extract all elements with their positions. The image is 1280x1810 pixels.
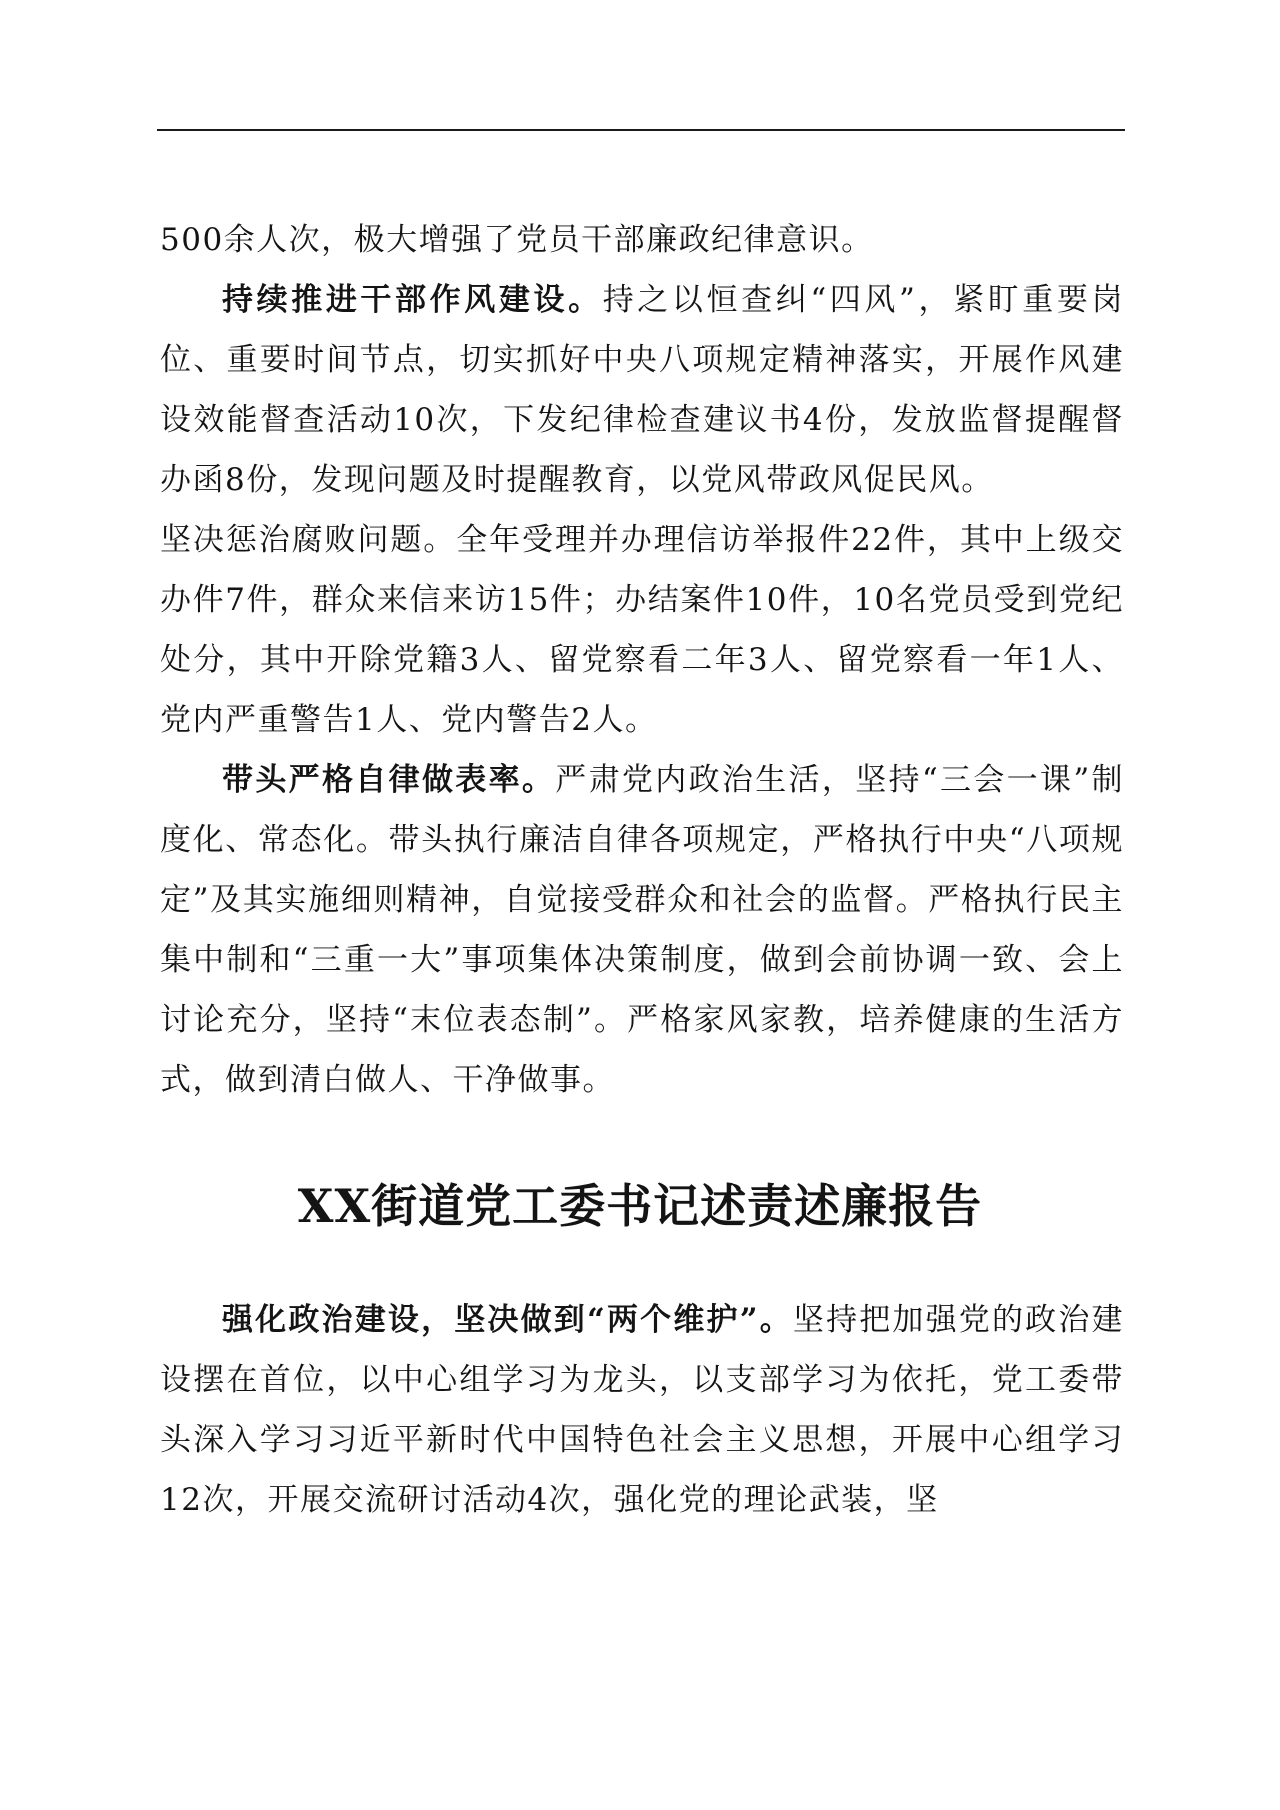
paragraph-political-building xyxy=(160,1290,1124,1530)
paragraph-anti-corruption xyxy=(160,510,1124,750)
report-body-new xyxy=(160,1290,1124,1530)
paragraph-text: 坚决惩治腐败问题。全年受理并办理信访举报件22件，其中上级交办件7件，群众来信来访15件；办结案件10件，10名党员受到党纪处分，其中开除党籍3人、留党察看二年3人、留党察看一年1人、党内严重警告1人、党内警告2人。 xyxy=(160,522,1124,738)
header-divider xyxy=(157,129,1125,131)
report-body-previous xyxy=(160,210,1124,1110)
paragraph-text: 严肃党内政治生活，坚持“三会一课”制度化、常态化。带头执行廉洁自律各项规定，严格执行中央“八项规定”及其实施细则精神，自觉接受群众和社会的监督。严格执行民主集中制和“三重一大”事项集体决策制度，做到会前协调一致、会上讨论充分，坚持“末位表态制”。严格家风家教，培养健康的生活方式，做到清白做人、干净做事。 xyxy=(160,762,1124,1098)
continuation-text: 500余人次，极大增强了党员干部廉政纪律意识。 xyxy=(160,222,874,258)
paragraph-heading: 强化政治建设，坚决做到“两个维护”。 xyxy=(222,1302,793,1338)
report-title: XX街道党工委书记述责述廉报告 xyxy=(297,1179,983,1233)
paragraph-heading: 持续推进干部作风建设。 xyxy=(222,282,603,318)
paragraph-work-style xyxy=(160,270,1124,510)
continuation-paragraph xyxy=(160,210,1124,270)
paragraph-heading: 带头严格自律做表率。 xyxy=(222,762,556,798)
paragraph-text: 坚持把加强党的政治建设摆在首位，以中心组学习为龙头，以支部学习为依托，党工委带头深入学习习近平新时代中国特色社会主义思想，开展中心组学习12次，开展交流研讨活动4次，强化党的理论武装，坚 xyxy=(160,1302,1124,1518)
paragraph-self-discipline xyxy=(160,750,1124,1110)
paragraph-text: 持之以恒查纠“四风”，紧盯重要岗位、重要时间节点，切实抓好中央八项规定精神落实，开展作风建设效能督查活动10次，下发纪律检查建议书4份，发放监督提醒督办函8份，发现问题及时提醒教育，以党风带政风促民风。 xyxy=(160,282,1124,498)
